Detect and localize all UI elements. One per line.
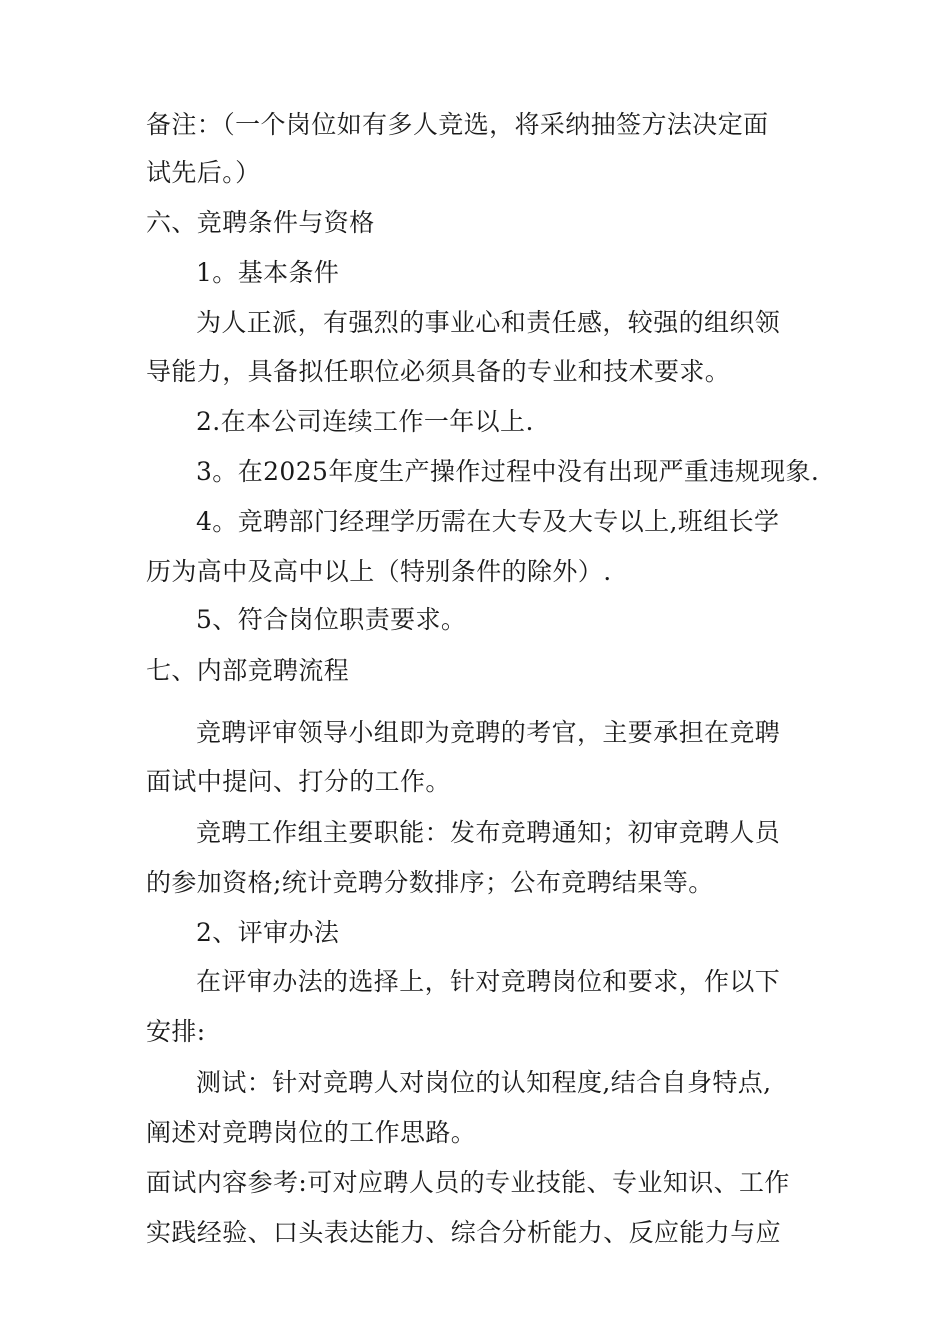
section-heading-7: 七、内部竞聘流程 [146,656,350,685]
text-line: 在评审办法的选择上，针对竞聘岗位和要求，作以下 [196,967,781,996]
text-line: 实践经验、口头表达能力、综合分析能力、反应能力与应 [146,1218,782,1247]
text-line: 测试：针对竞聘人对岗位的认知程度,结合自身特点, [196,1068,772,1097]
text-line: 为人正派，有强烈的事业心和责任感，较强的组织领 [196,308,781,337]
text-line: 导能力，具备拟任职位必须具备的专业和技术要求。 [146,357,731,386]
text-line: 的参加资格;统计竞聘分数排序；公布竞聘结果等。 [146,868,714,897]
text-line: 面试内容参考:可对应聘人员的专业技能、专业知识、工作 [146,1168,790,1197]
text-line-note: 备注：（一个岗位如有多人竞选，将采纳抽签方法决定面 [146,110,769,139]
text-line-item-4: 4。竞聘部门经理学历需在大专及大专以上,班组长学 [196,507,780,536]
section-heading-6: 六、竞聘条件与资格 [146,208,375,237]
text-line: 安排: [146,1017,206,1046]
text-line-item-5: 5、符合岗位职责要求。 [196,605,467,634]
text-line-item-3: 3。在2025年度生产操作过程中没有出现严重违规现象. [196,457,820,486]
text-line: 历为高中及高中以上（特别条件的除外）. [146,557,612,586]
text-line-note-cont: 试先后。） [146,158,261,187]
text-line: 阐述对竞聘岗位的工作思路。 [146,1118,477,1147]
subheading-basic-conditions: 1。基本条件 [196,258,340,287]
text-line: 竞聘工作组主要职能：发布竞聘通知；初审竞聘人员 [196,818,781,847]
text-line: 竞聘评审领导小组即为竞聘的考官，主要承担在竞聘 [196,718,781,747]
text-line: 面试中提问、打分的工作。 [146,767,451,796]
text-line-item-2: 2.在本公司连续工作一年以上. [196,407,534,436]
subheading-review-method: 2、评审办法 [196,918,340,947]
